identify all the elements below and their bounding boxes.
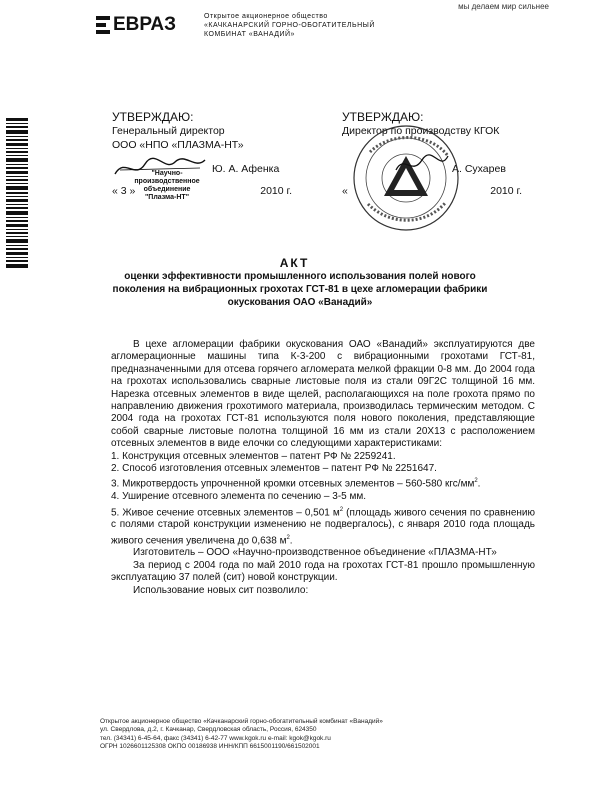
round-stamp-icon [350,122,462,234]
paragraph: За период с 2004 года по май 2010 года на грохотах ГСТ-81 прошло промышленную эксплуатацию 37 полей (сит) новой конструкции. [111,559,535,584]
company-header-line: КОМБИНАТ «ВАНАДИЙ» [204,31,295,38]
document-title: АКТ [279,256,310,270]
company-header-line: Открытое акционерное общество [204,13,328,20]
list-item: 1. Конструкция отсевных элементов – патент РФ № 2259241. [111,450,396,462]
list-item [111,475,535,491]
paragraph: В цехе агломерации фабрики окускования ОАО «Ванадий» эксплуатируются две агломерационные машины типа К-3-200 с вибрационными грохотами ГСТ-81, предназначенными для отсева горячего агломерата мелкой фракции 0-8 мм. До 2004 года на грохотах использовались сварные листовые поля из стали 09Г2С толщиной 16 мм. Нарезка отсевных элементов в виде щелей, располагающихся на поле грохота прямо по направлению движения грохотимого материала, производилась термическим методом. С 2004 года на грохотах ГСТ-81 используются поля нового поколения, представляющие собой сварные листовые полотна толщиной 16 мм из стали 20Х13 с расположением отсевных элементов в виде елочки со следующими характеристиками: [111,339,535,450]
signature-right-icon [392,150,452,178]
list-item: 4. Уширение отсевного элемента по сечению – 3-5 мм. [111,491,367,503]
company-header-line: «КАЧКАНАРСКИЙ ГОРНО-ОБОГАТИТЕЛЬНЫЙ [204,22,375,29]
approval-label: УТВЕРЖДАЮ: [342,110,424,124]
stamp-line: "Научно- [151,170,183,177]
list-item [111,504,535,548]
evraz-logo [96,14,176,36]
logo-text: ЕВРАЗ [113,14,177,35]
approver-name: А. Сухарев [452,163,506,175]
list-item-text: (площадь живого сечения по сравнению с полями старой конструкции изменению не подвергалось), с января 2010 года площадь живого сечения увеличена до 0,638 м [111,506,535,547]
company-header [204,12,375,39]
list-item-end: . [289,535,293,547]
approval-year: 2010 г. [490,185,522,197]
list-item-end: . [477,478,481,490]
footer-line: Открытое акционерное общество «Качканарский горно-обогатительный комбинат «Ванадий» [100,718,383,725]
stamp-line: объединение [143,186,191,193]
footer-line: тел. (34341) 6-45-64, факс (34341) 6-42-77 www.kgok.ru e-mail: kgok@kgok.ru [100,734,331,742]
stamp-line: производственное [134,178,200,185]
approval-date: « 3 » [112,185,136,197]
approver-position: Директор по производству КГОК [342,125,500,137]
list-item-text: 5. Живое сечение отсевных элементов – 0,501 м [111,506,340,518]
paragraph: Использование новых сит позволило: [133,584,309,596]
footer-line: ул. Свердлова, д.2, г. Качканар, Свердловская область, Россия, 624350 [100,726,317,734]
superscript: 2 [286,534,290,541]
logo-mark-icon [96,16,110,34]
footer-line: ОГРН 1026601125308 ОКПО 00186938 ИНН/КПП 6615001190/661502001 [100,743,320,751]
paragraph: Изготовитель – ООО «Научно-производственное объединение «ПЛАЗМА-НТ» [133,547,497,559]
footer [100,718,520,752]
list-item: 2. Способ изготовления отсевных элементов – патент РФ № 2251647. [111,463,437,475]
stamp-line: "Плазма-НТ" [144,194,190,201]
barcode-icon [6,118,28,268]
slogan: мы делаем мир сильнее [458,2,549,11]
approver-org: ООО «НПО «ПЛАЗМА-НТ» [112,139,244,151]
approver-position: Генеральный директор [112,125,225,137]
document-subtitle: оценки эффективности промышленного использования полей нового поколения на вибрационных грохотах ГСТ-81 в цехе агломерации фабрики окускования ОАО «Ванадий» [112,271,488,308]
document-body [111,339,535,597]
superscript: 2 [339,506,344,513]
approval-label: УТВЕРЖДАЮ: [112,110,194,124]
list-item-text: 3. Микротвердость упрочненной кромки отсевных элементов – 560-580 кгс/мм [111,478,475,490]
stamp-left [122,170,212,202]
approval-year: 2010 г. [260,185,292,197]
approver-name: Ю. А. Афенка [212,163,280,175]
approval-date: « [342,185,348,197]
superscript: 2 [474,478,478,485]
